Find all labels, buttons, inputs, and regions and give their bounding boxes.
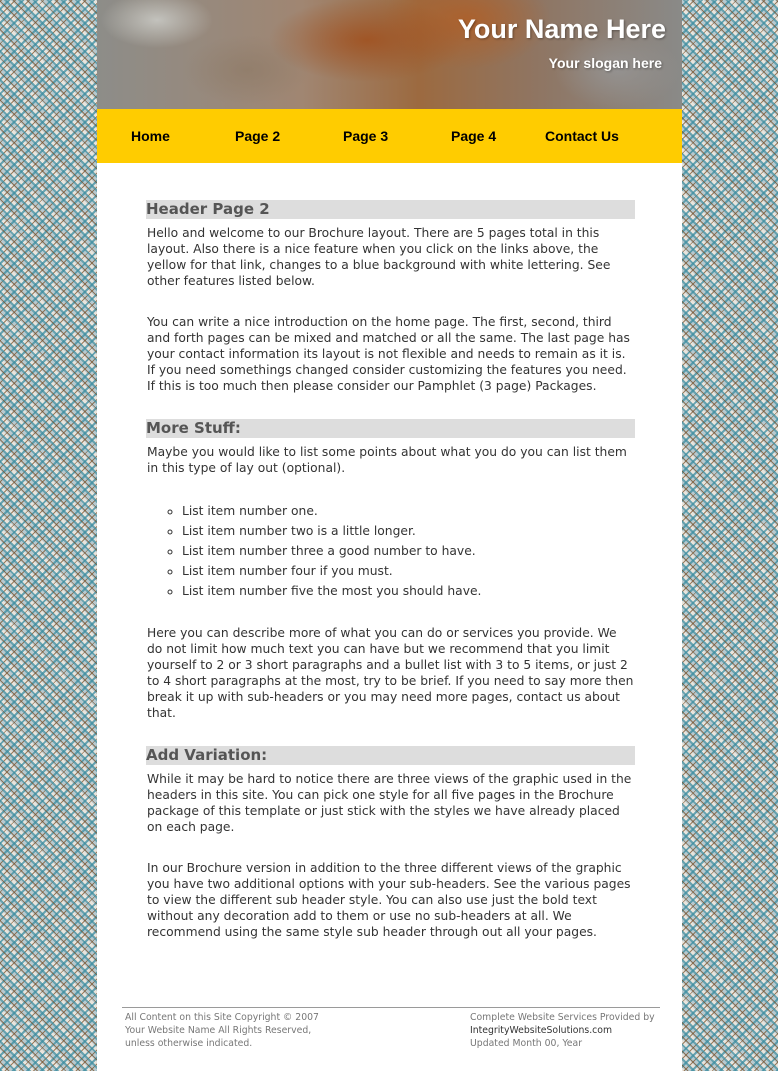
nav-page-3-link[interactable]: Page 3 [343,128,389,144]
sub-header-more-stuff: More Stuff: [146,419,635,438]
intro-paragraph: Hello and welcome to our Brochure layout. There are 5 pages total in this layout. Also there is a nice feature when you click on the links above, the yellow for that link, changes to a blue background with white lettering. See other features listed below. [147,226,611,288]
footer-provider-link[interactable]: IntegrityWebsiteSolutions.com [470,1025,613,1036]
services-paragraph: Here you can describe more of what you can do or services you provide. We do not limit how much text you can have but we recommend that you limit yourself to 2 or 3 short paragraphs and a bullet list with 3 to 5 items, or just 2 to 4 short paragraphs at the most, try to be brief. If you need to say more then break it up with sub-headers or you may need more pages, contact us about that. [147,626,634,720]
introduction-paragraph: You can write a nice introduction on the home page. The first, second, third and forth pages can be mixed and matched or all the same. The last page has your contact information its layout is not flexible and needs to remain as it is. If you need somethings changed consider customizing the features you need. If this is too much then please consider our Pamphlet (3 page) Packages. [147,315,630,393]
footer-credits-line: Complete Website Services Provided by [470,1012,655,1023]
site-title: Your Name Here [457,14,666,44]
nav-page-4-link[interactable]: Page 4 [451,128,497,144]
list-intro-paragraph: Maybe you would like to list some points about what you do you can list them in this type of lay out (optional). [147,445,627,475]
nav-contact-us-link[interactable]: Contact Us [545,128,619,144]
footer-copyright [125,1011,319,1050]
nav-page-2-link[interactable]: Page 2 [235,128,281,144]
main-navigation [97,109,682,163]
site-slogan: Your slogan here [548,55,662,71]
list-item: ◦ List item number four if you must. [182,561,635,581]
points-list [146,501,635,601]
site-header-banner [97,0,682,109]
sub-header-add-variation: Add Variation: [146,746,635,765]
main-content [146,200,635,965]
brochure-paragraph: In our Brochure version in addition to the three different views of the graphic you have two additional options with your sub-headers. See the various pages to view the different sub header style. You can also use just the bold text without any decoration add to them or use no sub-headers at all. We recommend using the same style sub header through out all your pages. [147,861,631,939]
footer-copyright-line: unless otherwise indicated. [125,1038,253,1049]
footer-divider [122,1007,660,1008]
variation-paragraph: While it may be hard to notice there are three views of the graphic used in the headers in this site. You can pick one style for all five pages in the Brochure package of this template or just stick with the styles we have already placed on each page. [147,772,632,834]
footer-copyright-line: Your Website Name All Rights Reserved, [125,1025,312,1036]
footer-copyright-line: All Content on this Site Copyright © 2007 [125,1012,319,1023]
list-item: ◦ List item number one. [182,501,635,521]
list-item: ◦ List item number three a good number to have. [182,541,635,561]
footer-credits [470,1011,655,1050]
list-item: ◦ List item number five the most you should have. [182,581,635,601]
sub-header-page-2: Header Page 2 [146,200,635,219]
footer-updated-line: Updated Month 00, Year [470,1038,583,1049]
nav-home-link[interactable]: Home [131,128,170,144]
list-item: ◦ List item number two is a little longer. [182,521,635,541]
page-container [97,0,682,1071]
